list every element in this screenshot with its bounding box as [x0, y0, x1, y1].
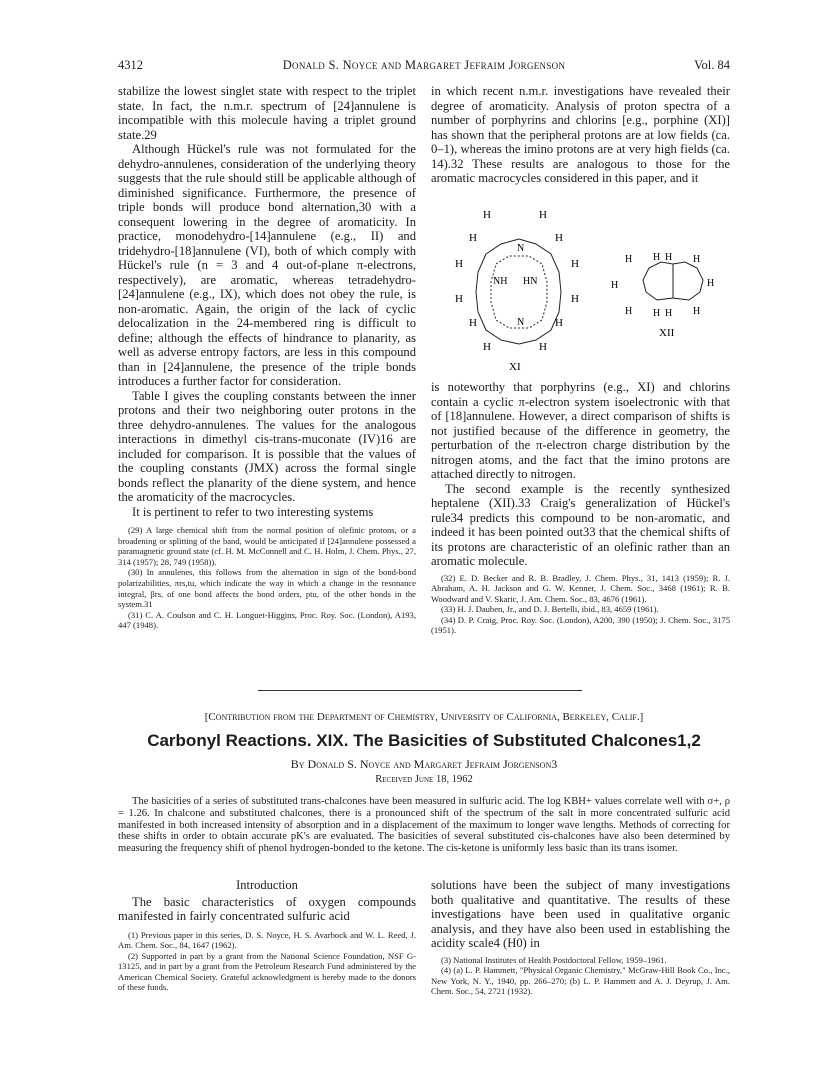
footnotes	[118, 930, 416, 994]
abstract: The basicities of a series of substituted trans-chalcones have been measured in sulfuric acid. The log KBH+ values correlate well with σ+, ρ = 1.26. In chalcone and substituted chalcones, there is a pronounced shift of the spectrum of the salt in more concentrated sulfuric acid manifested in both increased intensity of absorption and in a displacement of the maximum to longer wave lengths. Methods of correcting for these shifts in order to obtain accurate pK's are evaluated. The basicities of several substituted cis-chalcones have also been determined by measuring the frequency shift of phenol hydrogen-bonded to the ketone. The cis-ketone is uniformly less basic than its trans isomer.	[118, 796, 730, 855]
paragraph: The second example is the recently synthesized heptalene (XII).33 Craig's generalization of Hückel's rule34 predicts this compound to be non-aromatic, and indeed it has been pointed out33 that the chemical shifts of its protons are characteristic of an olefinic rather than an aromatic molecule.	[431, 481, 730, 568]
compound-label-xii: XII	[659, 327, 675, 339]
h-label: H	[653, 308, 661, 319]
h-label: H	[693, 254, 701, 265]
imino-nh-label: NH	[493, 276, 508, 287]
page-number: 4312	[118, 58, 143, 72]
h-label: H	[455, 293, 463, 305]
paragraph: stabilize the lowest singlet state with respect to the triplet state. In fact, the n.m.r. spectrum of [24]annulene is incompatible with this molecule having a triplet ground state.29	[118, 84, 416, 142]
right-column-bottom	[431, 380, 730, 636]
h-label: H	[539, 341, 547, 353]
porphine-structure	[476, 239, 561, 344]
paragraph: Table I gives the coupling constants between the inner protons and their two neighboring outer protons in the three dehydro-annulenes. The values for the analogous interactions in dimethyl cis-trans-muconate (IV)16 are included for comparison. It is possible that the values of the coupling constants (JMX) across the formal single bonds reflect the planarity of the diene system, and hence the aromaticity of the macrocycles.	[118, 388, 416, 504]
volume-label: Vol. 84	[694, 58, 730, 72]
intro-right-column	[431, 878, 730, 997]
section-heading: Introduction	[236, 878, 298, 892]
h-label: H	[707, 278, 715, 289]
h-label: H	[693, 306, 701, 317]
h-label: H	[653, 252, 661, 263]
footnote: (4) (a) L. P. Hammett, "Physical Organic Chemistry," McGraw-Hill Book Co., Inc., New York, N. Y., 1940, pp. 266–270; (b) L. P. Hammett and A. J. Deyrup, J. Am. Chem. Soc., 54, 2721 (1932).	[431, 965, 730, 997]
contribution-line: [Contribution from the Department of Chemistry, University of California, Berkeley, Calif.]	[204, 711, 644, 723]
right-column-top	[431, 84, 730, 186]
paragraph: It is pertinent to refer to two interesting systems	[132, 504, 374, 519]
h-label: H	[665, 308, 673, 319]
paragraph: in which recent n.m.r. investigations have revealed their degree of aromaticity. Analysis of proton spectra of a number of porphyrins and chlorins [e.g., porphine (XI)] has shown that the peripheral protons are at low fields (ca. 0–1), whereas the imino protons are at very high fields (ca. 14).32 These results are analogous to those for the aromatic macrocycles considered in this paper, and it	[431, 84, 730, 185]
footnote: (30) In annulenes, this follows from the alternation in sign of the bond-bond polarizabilities, πrs,tu, which indicate the way in which a change in the resonance integral, βrs, of one bond affects the bond orders, ptu, of the other bonds in the system.31	[118, 567, 416, 610]
paragraph: The basic characteristics of oxygen compounds manifested in fairly concentrated sulfuric acid	[118, 894, 416, 923]
nitrogen-label: N	[517, 243, 525, 254]
footnote: (29) A large chemical shift from the normal position of olefinic protons, or a broadening or splitting of the band, would be anticipated if [24]annulene possessed a paramagnetic ground state (cf. H. M. McConnell and C. H. Holm, J. Chem. Phys., 27, 314 (1957); 28, 749 (1958)).	[118, 525, 416, 567]
heptalene-structure	[643, 262, 703, 300]
footnotes	[431, 573, 730, 637]
h-label: H	[611, 280, 619, 291]
h-label: H	[625, 254, 633, 265]
h-label: H	[665, 252, 673, 263]
h-label: H	[469, 232, 477, 244]
h-label: H	[571, 258, 579, 270]
footnote: (2) Supported in part by a grant from the National Science Foundation, NSF G-13125, and in part by a grant from the Petroleum Research Fund administered by the American Chemical Society. Grateful acknowledgment is hereby made to the donors of these funds.	[118, 950, 416, 993]
nitrogen-label: N	[517, 317, 525, 328]
footnote: (34) D. P. Craig, Proc. Roy. Soc. (London), A200, 390 (1950); J. Chem. Soc., 3175 (1951).	[431, 614, 730, 636]
h-label: H	[555, 317, 563, 329]
imino-hn-label: HN	[523, 276, 538, 287]
h-label: H	[483, 341, 491, 353]
byline: By Donald S. Noyce and Margaret Jefraim Jorgenson3	[290, 757, 558, 771]
compound-label-xi: XI	[509, 361, 521, 373]
h-label: H	[483, 209, 491, 221]
footnote: (3) National Institutes of Health Postdoctoral Fellow, 1959–1961.	[441, 954, 667, 965]
footnotes	[431, 955, 730, 997]
h-label: H	[571, 293, 579, 305]
paragraph: is noteworthy that porphyrins (e.g., XI) and chlorins contain a cyclic π-electron system isoelectronic with that of [18]annulene. However, a direct comparison of shifts is not justified because of the difference in geometry, the perturbation of the π-electron charge distribution by the nitrogen atoms, and the fact that the imino protons are attached directly to nitrogen.	[431, 380, 730, 481]
h-label: H	[539, 209, 547, 221]
footnote: (1) Previous paper in this series, D. S. Noyce, H. S. Avarbock and W. L. Reed, J. Am. Chem. Soc., 84, 1647 (1962).	[118, 929, 416, 951]
intro-left-column	[118, 878, 416, 993]
received-date: Received June 18, 1962	[375, 774, 473, 785]
footnote: (33) H. J. Dauben, Jr., and D. J. Bertelli, ibid., 83, 4659 (1961).	[441, 604, 659, 615]
left-column	[118, 84, 416, 631]
paragraph: Although Hückel's rule was not formulated for the dehydro-annulenes, consideration of the underlying theory suggests that the rule should still be applicable although of diminished significance. Furthermore, the presence of triple bonds will produce bond alternation,30 with a consequent lowering in the degree of aromaticity. In practice, monodehydro-[14]annulene (e.g., II) and tridehydro-[18]annulene (VI), both of which comply with Hückel's rule (n = 3 and 4 out-of-plane π-electrons, respectively), are aromatic, whereas tetradehydro-[24]annulene (e.g., IX), which does not obey the rule, is non-aromatic. Again, the origin of the lack of cyclic delocalization in the 24-membered ring is difficult to define; although the effects of hindrance to planarity, as well as adverse entropy factors, are less in this compound than in [24]annulene, the presence of the triple bonds introduces a further factor for consideration.	[118, 142, 416, 388]
footnotes	[118, 525, 416, 631]
h-label: H	[469, 317, 477, 329]
article-title: Carbonyl Reactions. XIX. The Basicities of Substituted Chalcones1,2	[147, 731, 701, 750]
separator-rule	[258, 690, 582, 691]
h-label: H	[555, 232, 563, 244]
chemical-structures-figure	[431, 204, 730, 374]
footnote: (32) E. D. Becker and R. B. Bradley, J. Chem. Phys., 31, 1413 (1959); R. J. Abraham, A. H. Jackson and G. W. Kenner, J. Chem. Soc., 3468 (1961); R. B. Woodward and V. Skaric, J. Am. Chem. Soc., 83, 4676 (1961).	[431, 572, 730, 604]
running-title: Donald S. Noyce and Margaret Jefraim Jorgenson	[282, 58, 566, 72]
paragraph: solutions have been the subject of many investigations both qualitative and quantitative. The results of these investigations have been used in qualitative organic analysis, and they have also been used in establishing the acidity scale4 (H0) in	[431, 878, 730, 950]
h-label: H	[625, 306, 633, 317]
footnote: (31) C. A. Coulson and C. H. Longuet-Higgins, Proc. Roy. Soc. (London), A193, 447 (1948).	[118, 609, 416, 631]
h-label: H	[455, 258, 463, 270]
